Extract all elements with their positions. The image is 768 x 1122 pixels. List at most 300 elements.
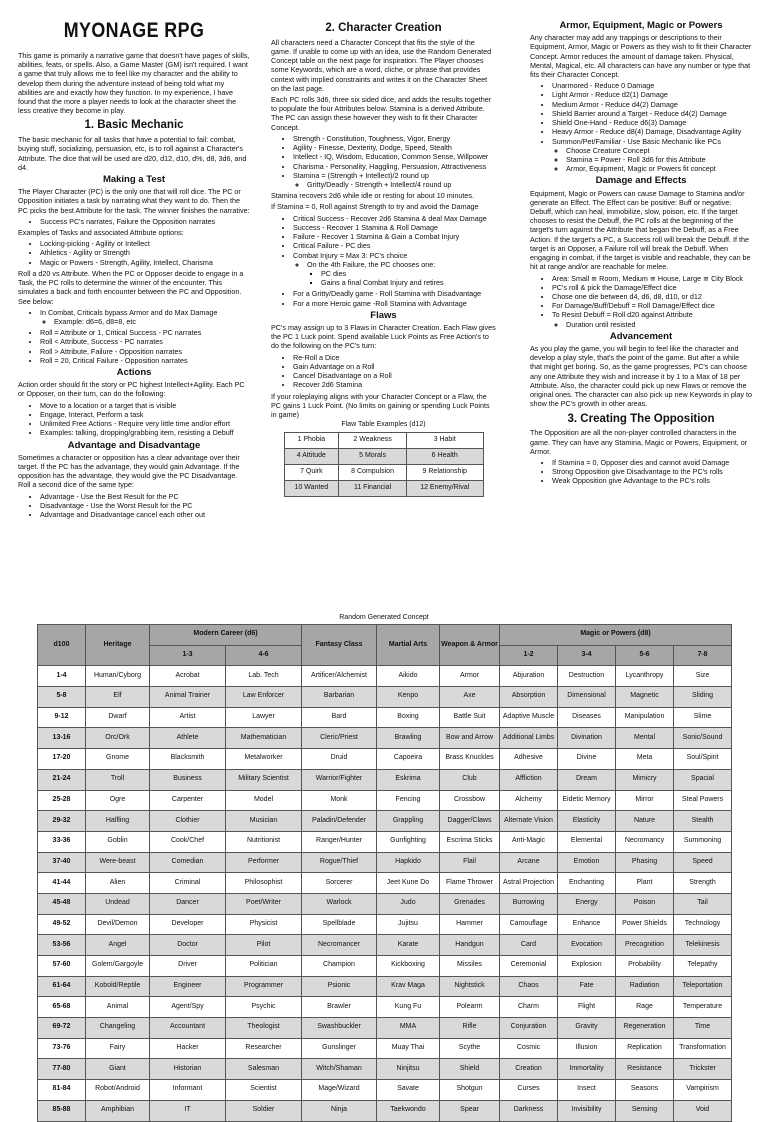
table-cell: Slime (674, 707, 732, 728)
list-item: ◦ Duration until resisted (566, 320, 752, 329)
opposition-list (530, 458, 752, 486)
table-cell: Poison (616, 893, 674, 914)
table-cell: Warrior/Fighter (302, 769, 377, 790)
concept-table (37, 624, 732, 1122)
list-item: • Magic or Powers - Strength, Agility, Intellect, Charisma (40, 258, 250, 267)
list-item: • Unarmored - Reduce 0 Damage (552, 81, 752, 90)
table-cell: 1-4 (38, 666, 86, 687)
table-cell: Gravity (558, 1018, 616, 1039)
table-cell: Robot/Android (86, 1080, 150, 1101)
table-cell: Regeneration (616, 1018, 674, 1039)
table-cell: 61-64 (38, 976, 86, 997)
table-cell: Karate (377, 935, 440, 956)
table-cell: Speed (674, 852, 732, 873)
table-cell: Astral Projection (500, 873, 558, 894)
table-cell: Hacker (150, 1038, 226, 1059)
stamina-sublist (293, 260, 496, 288)
table-cell: 5-8 (38, 687, 86, 708)
table-cell: Law Enforcer (226, 687, 302, 708)
making-test-paragraph: The Player Character (PC) is the only one that will roll dice. The PC or Opposition initiates a task by narrating what they want to do. Then the PC picks the best Attribute for the task. The winner finishes the narrative: (18, 187, 250, 215)
attributes-paragraph: Each PC rolls 3d6, three six sided dice, and adds the results together to populate the four Attributes below. Stamina is a derived Attribute. The PC can assign these however they wish to fit their Character Concept. (271, 95, 492, 132)
table-cell: Shield (440, 1059, 500, 1080)
list-item: • Critical Success - Recover 2d6 Stamina & deal Max Damage (293, 214, 496, 223)
table-cell: Engineer (150, 976, 226, 997)
table-cell: Dream (558, 769, 616, 790)
table-cell: Plant (616, 873, 674, 894)
table-cell: Krav Maga (377, 976, 440, 997)
table-cell: Physicist (226, 914, 302, 935)
table-cell: Arcane (500, 852, 558, 873)
table-cell: Radiation (616, 976, 674, 997)
table-cell: Clothier (150, 811, 226, 832)
table-cell: Handgun (440, 935, 500, 956)
table-cell: Kung Fu (377, 997, 440, 1018)
list-item: • Heavy Armor - Reduce d8(4) Damage, Disadvantage Agility (552, 127, 752, 136)
examples-list (18, 239, 250, 267)
concept-paragraph: All characters need a Character Concept that fits the style of the game. If unable to come up with an idea, use the Random Generated Concept table on the next page for inspiration. The Player chooses some Keywords, which are a word, cliche, or phrase that provides context with implied constraints and writes it on the Character Sheet on the last page. (271, 37, 492, 93)
table-row (38, 769, 732, 790)
column-header: Fantasy Class (302, 625, 377, 666)
table-cell: Fate (558, 976, 616, 997)
stamina-zero-paragraph: If Stamina = 0, Roll against Strength to try and avoid the Damage (271, 202, 479, 212)
table-cell: Polearm (440, 997, 500, 1018)
table-cell: Cook/Chef (150, 831, 226, 852)
list-item: • Roll < Attribute, Success - PC narrates (40, 337, 250, 346)
list-item: • Success - Recover 1 Stamina & Roll Damage (293, 223, 496, 232)
list-item: • Engage, Interact, Perform a task (40, 410, 250, 419)
opposition-paragraph: The Opposition are all the non-player controlled characters in the game. They can have any Stamina, Magic or Powers, Equipment, or Armor. (530, 428, 748, 456)
table-cell: 8 Compulsion (339, 465, 407, 481)
table-cell: Kenpo (377, 687, 440, 708)
game-title: MYONAGE RPG (63, 19, 205, 42)
table-cell: Creation (500, 1059, 558, 1080)
armor-paragraph: Any character may add any trappings or descriptions to their Equipment, Armor, Magic or Powers as they wish to fit their Character Concept. Armor reduces the amount of damage taken. Physical, Mental, Magical, etc. All characters can have any number or type that fits their Character Concept. (530, 33, 752, 80)
table-cell: Flight (558, 997, 616, 1018)
table-cell: 49-52 (38, 914, 86, 935)
actions-paragraph: Action order should fit the story or PC highest Intellect+Agility. Each PC or Opposer, on their turn, can do the following: (18, 380, 245, 399)
table-cell: Alternate Vision (500, 811, 558, 832)
table-row (284, 433, 483, 449)
table-cell: Angel (86, 935, 150, 956)
list-item: • Success PC's narrates, Failure the Opposition narrates (40, 217, 250, 226)
table-cell: Dimensional (558, 687, 616, 708)
table-cell: Size (674, 666, 732, 687)
table-cell: Capoeira (377, 749, 440, 770)
advancement-paragraph: As you play the game, you will begin to feel like the character and develop a play style, that's the point of the game. But after a while that might get boring. So, as the game progresses, PC's can choose any one Attribute they wish and increase it by 1 to a Max of 18 per Attribute. Also, the character could pick up new Flaws or remove the original ones. The character can also pick up new Keywords in play to show the PC's growth in other areas. (530, 344, 753, 409)
table-cell: Troll (86, 769, 150, 790)
table-cell: Driver (150, 956, 226, 977)
table-cell: Spacial (674, 769, 732, 790)
actions-heading: Actions (116, 367, 152, 379)
table-cell: Elf (86, 687, 150, 708)
table-cell: Chaos (500, 976, 558, 997)
table-cell: Spellblade (302, 914, 377, 935)
table-cell: Telepathy (674, 956, 732, 977)
table-cell: 5 Morals (339, 449, 407, 465)
opposition-heading: 3. Creating The Opposition (567, 412, 715, 425)
table-cell: 73-76 (38, 1038, 86, 1059)
damage-paragraph: Equipment, Magic or Powers can cause Damage to Stamina and/or generate an Effect. The Effect can be positive: Buff or negative: Debuff, which can heal, immobilize, slow, poison, etc. If the target chooses to resist the Debuff, the PC rolls at the beginning of the target's turn against the Attribute that began the Debuff, as a Free Action. If the target's a PC, a Success roll will break the Debuff. If the target is an Opposer, a Failure roll will break the Debuff. When engaging in combat, if the target is visible and reachable, they can be hit at range and/or are reachable for melee. (530, 188, 751, 272)
table-cell: Anti-Magic (500, 831, 558, 852)
character-creation-heading: 2. Character Creation (325, 22, 442, 34)
list-item: • Advantage and Disadvantage cancel each other out (40, 510, 250, 519)
table-cell: Void (674, 1100, 732, 1121)
table-cell: 81-84 (38, 1080, 86, 1101)
column-header: Weapon & Armor (440, 625, 500, 666)
table-cell: Pilot (226, 935, 302, 956)
table-cell: Cosmic (500, 1038, 558, 1059)
roll-list (18, 308, 250, 365)
list-item: • Area: Small ≅ Room, Medium ≅ House, Large ≅ City Block (552, 274, 752, 283)
table-cell: Goblin (86, 831, 150, 852)
list-item: ▪ Gains a final Combat Injury and retires (321, 278, 496, 287)
table-row (38, 707, 732, 728)
table-cell: Model (226, 790, 302, 811)
table-cell: Acrobat (150, 666, 226, 687)
table-cell: Ninja (302, 1100, 377, 1121)
table-cell: Necromancy (616, 831, 674, 852)
list-item: • Unlimited Free Actions - Require very little time and/or effort (40, 419, 250, 428)
flaw-table-caption: Flaw Table Examples (d12) (341, 421, 426, 429)
table-cell: Rage (616, 997, 674, 1018)
table-cell: 10 Wanted (284, 481, 339, 497)
table-cell: Adaptive Muscle (500, 707, 558, 728)
table-cell: Informant (150, 1080, 226, 1101)
table-cell: Elemental (558, 831, 616, 852)
table-cell: Researcher (226, 1038, 302, 1059)
table-row (38, 1100, 732, 1121)
table-cell: Bow and Arrow (440, 728, 500, 749)
table-cell: Cleric/Priest (302, 728, 377, 749)
table-cell: Eidetic Memory (558, 790, 616, 811)
table-row (38, 1018, 732, 1039)
table-cell: Lawyer (226, 707, 302, 728)
table-cell: Amphibian (86, 1100, 150, 1121)
table-cell: Charm (500, 997, 558, 1018)
concept-table-body (38, 666, 732, 1121)
table-cell: Resistance (616, 1059, 674, 1080)
table-header-row (38, 625, 732, 646)
list-item: • Summon/Pet/Familiar - Use Basic Mechanic like PCs (552, 137, 752, 146)
list-item: • Cancel Disadvantage on a Roll (293, 371, 496, 380)
list-item: • Disadvantage - Use the Worst Result for the PC (40, 501, 250, 510)
table-cell: Darkness (500, 1100, 558, 1121)
table-cell: Battle Suit (440, 707, 500, 728)
table-cell: Sonic/Sound (674, 728, 732, 749)
list-item: • If Stamina = 0, Opposer dies and cannot avoid Damage (552, 458, 752, 467)
table-cell: IT (150, 1100, 226, 1121)
flaws-paragraph: PC's may assign up to 3 Flaws in Character Creation. Each Flaw gives the PC 1 Luck point. Spend available Luck Points as Free Action's to do the following on the PC's turn: (271, 323, 496, 351)
table-cell: Psionic (302, 976, 377, 997)
list-item: ◦ Stamina = Power - Roll 3d6 for this Attribute (566, 155, 752, 164)
table-cell: Gnome (86, 749, 150, 770)
table-cell: Ninjitsu (377, 1059, 440, 1080)
table-cell: 37-40 (38, 852, 86, 873)
list-item: ▪ PC dies (321, 269, 496, 278)
damage-sublist (552, 320, 752, 329)
table-row (38, 1059, 732, 1080)
table-row (38, 749, 732, 770)
table-cell: 6 Health (406, 449, 483, 465)
table-cell: Enhance (558, 914, 616, 935)
column-header: 5-6 (616, 645, 674, 666)
list-item: ◦ On the 4th Failure, the PC chooses one: (307, 260, 496, 269)
column-header: Heritage (86, 625, 150, 666)
table-cell: Performer (226, 852, 302, 873)
table-cell: Swashbuckler (302, 1018, 377, 1039)
table-cell: Explosion (558, 956, 616, 977)
list-item: • Charisma - Personality, Haggling, Persuasion, Attractiveness (293, 162, 496, 171)
table-cell: Undead (86, 893, 150, 914)
table-cell: Insect (558, 1080, 616, 1101)
list-item: • Stamina = (Strength + Intellect)/2 round up (293, 171, 496, 180)
flaw-table (284, 432, 484, 497)
armor-heading: Armor, Equipment, Magic or Powers (559, 20, 723, 31)
table-cell: Salesman (226, 1059, 302, 1080)
column-header: 3-4 (558, 645, 616, 666)
table-row (38, 873, 732, 894)
table-cell: Kickboxing (377, 956, 440, 977)
table-row (38, 997, 732, 1018)
table-cell: Theologist (226, 1018, 302, 1039)
table-cell: 12 Enemy/Rival (406, 481, 483, 497)
list-item: • Medium Armor - Reduce d4(2) Damage (552, 100, 752, 109)
table-cell: Human/Cyborg (86, 666, 150, 687)
table-row (38, 687, 732, 708)
table-cell: Dwarf (86, 707, 150, 728)
table-cell: Boxing (377, 707, 440, 728)
table-cell: Alchemy (500, 790, 558, 811)
table-cell: 13-16 (38, 728, 86, 749)
making-test-list (18, 217, 250, 226)
list-item: • Roll = Attribute or 1, Critical Success - PC narrates (40, 328, 250, 337)
table-cell: Ranger/Hunter (302, 831, 377, 852)
table-cell: 9-12 (38, 707, 86, 728)
table-cell: 65-68 (38, 997, 86, 1018)
intro-paragraph: This game is primarily a narrative game that doesn't have pages of skills, abilities, feats, or spells. Also, a Game Master (GM) isn't required. I want a game that truly allows me to feel like my character and the ability to develop them during the adventure instead of being told what my abilities are and exactly how they function. In my experience, I have found that the more a player needs to look at the character sheet the less creative they become in play. (18, 50, 250, 116)
list-item: • Roll > Attribute, Failure - Opposition narrates (40, 347, 250, 356)
table-row (38, 728, 732, 749)
table-row (38, 893, 732, 914)
armor-sublist (552, 146, 752, 174)
table-cell: Necromancer (302, 935, 377, 956)
table-cell: Agent/Spy (150, 997, 226, 1018)
table-cell: Additional Limbs (500, 728, 558, 749)
table-cell: Monk (302, 790, 377, 811)
table-cell: Kobold/Reptile (86, 976, 150, 997)
table-cell: Diseases (558, 707, 616, 728)
actions-list (18, 401, 250, 438)
table-cell: Jeet Kune Do (377, 873, 440, 894)
table-cell: 17-20 (38, 749, 86, 770)
table-cell: 45-48 (38, 893, 86, 914)
table-cell: Flail (440, 852, 500, 873)
column-character-creation (271, 18, 496, 497)
table-cell: Elasticity (558, 811, 616, 832)
table-cell: Witch/Shaman (302, 1059, 377, 1080)
table-row (38, 790, 732, 811)
table-cell: Jujitsu (377, 914, 440, 935)
table-cell: 9 Relationship (406, 465, 483, 481)
list-item: • In Combat, Criticals bypass Armor and do Max Damage (40, 308, 250, 317)
list-item: • Gain Advantage on a Roll (293, 362, 496, 371)
table-cell: Hapkido (377, 852, 440, 873)
table-cell: Technology (674, 914, 732, 935)
table-cell: Stealth (674, 811, 732, 832)
table-cell: Politician (226, 956, 302, 977)
list-item: • Roll = 20, Critical Failure - Opposition narrates (40, 356, 250, 365)
roll-sublist (40, 317, 250, 326)
column-header: 1-2 (500, 645, 558, 666)
table-row (38, 1038, 732, 1059)
table-row (38, 666, 732, 687)
table-cell: Business (150, 769, 226, 790)
table-cell: Mimicry (616, 769, 674, 790)
basic-mechanic-paragraph: The basic mechanic for all tasks that have a potential to fail: combat, buying stuff, socializing, persuasion, etc, is to roll against a Character's Attribute. The dice that will be used are d20, d12, d10, d%, d8, 3d6, and d4. (18, 135, 247, 172)
table-cell: 57-60 (38, 956, 86, 977)
list-item: • Intellect - IQ, Wisdom, Education, Common Sense, Willpower (293, 152, 496, 161)
table-cell: Vampirism (674, 1080, 732, 1101)
table-cell: 29-32 (38, 811, 86, 832)
table-cell: Mathematician (226, 728, 302, 749)
table-cell: Crossbow (440, 790, 500, 811)
table-cell: 7 Quirk (284, 465, 339, 481)
list-item: • Combat Injury = Max 3: PC's choice (293, 251, 496, 260)
list-item: • Agility - Finesse, Dexterity, Dodge, Speed, Stealth (293, 143, 496, 152)
table-row (284, 449, 483, 465)
table-cell: Warlock (302, 893, 377, 914)
table-cell: Curses (500, 1080, 558, 1101)
list-item: • For a more Heroic game -Roll Stamina with Advantage (293, 299, 496, 308)
list-item: ◦ Choose Creature Concept (566, 146, 752, 155)
table-cell: Emotion (558, 852, 616, 873)
table-cell: Sensing (616, 1100, 674, 1121)
table-cell: Athlete (150, 728, 226, 749)
table-row (38, 976, 732, 997)
column-basic-mechanic (18, 18, 250, 521)
table-row (284, 481, 483, 497)
table-cell: Summoning (674, 831, 732, 852)
damage-list (530, 274, 752, 329)
list-item: • Shield One-Hand - Reduce d6(3) Damage (552, 118, 752, 127)
stamina-recover-paragraph: Stamina recovers 2d6 while idle or resting for about 10 minutes. (271, 191, 474, 201)
table-cell: Eskrima (377, 769, 440, 790)
table-cell: Nightstick (440, 976, 500, 997)
table-cell: Musician (226, 811, 302, 832)
making-test-heading: Making a Test (102, 174, 166, 185)
table-cell: Invisibility (558, 1100, 616, 1121)
table-cell: 77-80 (38, 1059, 86, 1080)
table-row (38, 956, 732, 977)
table-cell: Accountant (150, 1018, 226, 1039)
table-cell: Precognition (616, 935, 674, 956)
list-item: • For a Gritty/Deadly game - Roll Stamina with Disadvantage (293, 289, 496, 298)
table-cell: Immortality (558, 1059, 616, 1080)
advantage-list (18, 492, 250, 520)
table-cell: Taekwondo (377, 1100, 440, 1121)
roll-paragraph: Roll a d20 vs Attribute. When the PC or Opposer decide to engage in a Task, the PC rolls to determine the winner of the encounter. This simulates a back and forth encounter between the PC and Opposition. See below: (18, 268, 244, 306)
table-cell: Soul/Spirit (674, 749, 732, 770)
list-item: • Critical Failure - PC dies (293, 241, 496, 250)
list-item: • Shield Barrier around a Target - Reduce d4(2) Damage (552, 109, 752, 118)
table-cell: Devil/Demon (86, 914, 150, 935)
table-cell: Scythe (440, 1038, 500, 1059)
table-cell: 3 Habit (406, 433, 483, 449)
list-item: • Strong Opposition give Disadvantage to the PC's rolls (552, 467, 752, 476)
table-cell: Brawling (377, 728, 440, 749)
table-cell: Armor (440, 666, 500, 687)
table-cell: Dancer (150, 893, 226, 914)
table-cell: Rifle (440, 1018, 500, 1039)
advantage-paragraph: Sometimes a character or opposition has a clear advantage over their target. If the PC has the advantage, they would gain Advantage. If the opposition has the advantage, they would give the PC Disadvantage. Roll a second dice of the same type: (18, 452, 240, 490)
table-cell: 25-28 (38, 790, 86, 811)
table-cell: Affliction (500, 769, 558, 790)
column-header: Modern Career (d6) (150, 625, 302, 646)
table-cell: Spear (440, 1100, 500, 1121)
table-cell: Replication (616, 1038, 674, 1059)
table-cell: Grenades (440, 893, 500, 914)
column-equipment (530, 18, 752, 488)
table-cell: Time (674, 1018, 732, 1039)
table-cell: 4 Attitude (284, 449, 339, 465)
table-cell: Blacksmith (150, 749, 226, 770)
table-row (38, 811, 732, 832)
table-cell: Military Scientist (226, 769, 302, 790)
list-item: • Weak Opposition give Advantage to the PC's rolls (552, 476, 752, 485)
list-item: • Failure - Recover 1 Stamina & Gain a Combat Injury (293, 232, 496, 241)
table-cell: 69-72 (38, 1018, 86, 1039)
flaws-heading: Flaws (370, 309, 397, 321)
table-cell: Manipulation (616, 707, 674, 728)
table-cell: Camouflage (500, 914, 558, 935)
table-cell: 21-24 (38, 769, 86, 790)
attributes-list (271, 134, 496, 189)
table-cell: Strength (674, 873, 732, 894)
table-row (284, 465, 483, 481)
table-cell: Trickster (674, 1059, 732, 1080)
luck-paragraph: If your roleplaying aligns with your Character Concept or a Flaw, the PC gains 1 Luck Point. (No limits on gaining or spending Luck Points in game) (271, 391, 490, 419)
list-item: • Re-Roll a Dice (293, 353, 496, 362)
list-item: • Chose one die between d4, d6, d8, d10, or d12 (552, 292, 752, 301)
table-cell: Lab. Tech (226, 666, 302, 687)
table-cell: Changeling (86, 1018, 150, 1039)
basic-mechanic-heading: 1. Basic Mechanic (84, 119, 184, 132)
table-cell: Missiles (440, 956, 500, 977)
column-header: d100 (38, 625, 86, 666)
list-item: ◦ Example: d6=6, d8=8, etc (54, 317, 250, 326)
table-cell: Ceremonial (500, 956, 558, 977)
table-cell: Adhesive (500, 749, 558, 770)
table-cell: 1 Phobia (284, 433, 339, 449)
table-cell: Giant (86, 1059, 150, 1080)
table-cell: Historian (150, 1059, 226, 1080)
table-cell: Golem/Gargoyle (86, 956, 150, 977)
table-cell: Champion (302, 956, 377, 977)
table-cell: Muay Thai (377, 1038, 440, 1059)
table-cell: 33-36 (38, 831, 86, 852)
table-cell: Dagger/Claws (440, 811, 500, 832)
armor-list (530, 81, 752, 173)
table-cell: Divine (558, 749, 616, 770)
table-cell: Metalworker (226, 749, 302, 770)
list-item: • Recover 2d6 Stamina (293, 380, 496, 389)
list-item: ◦ Armor, Equipment, Magic or Powers fit concept (566, 164, 752, 173)
table-cell: Scientist (226, 1080, 302, 1101)
list-item: • Advantage - Use the Best Result for the PC (40, 492, 250, 501)
table-cell: Escrima Sticks (440, 831, 500, 852)
table-cell: Judo (377, 893, 440, 914)
concept-table-caption: Random Generated Concept (339, 614, 429, 621)
